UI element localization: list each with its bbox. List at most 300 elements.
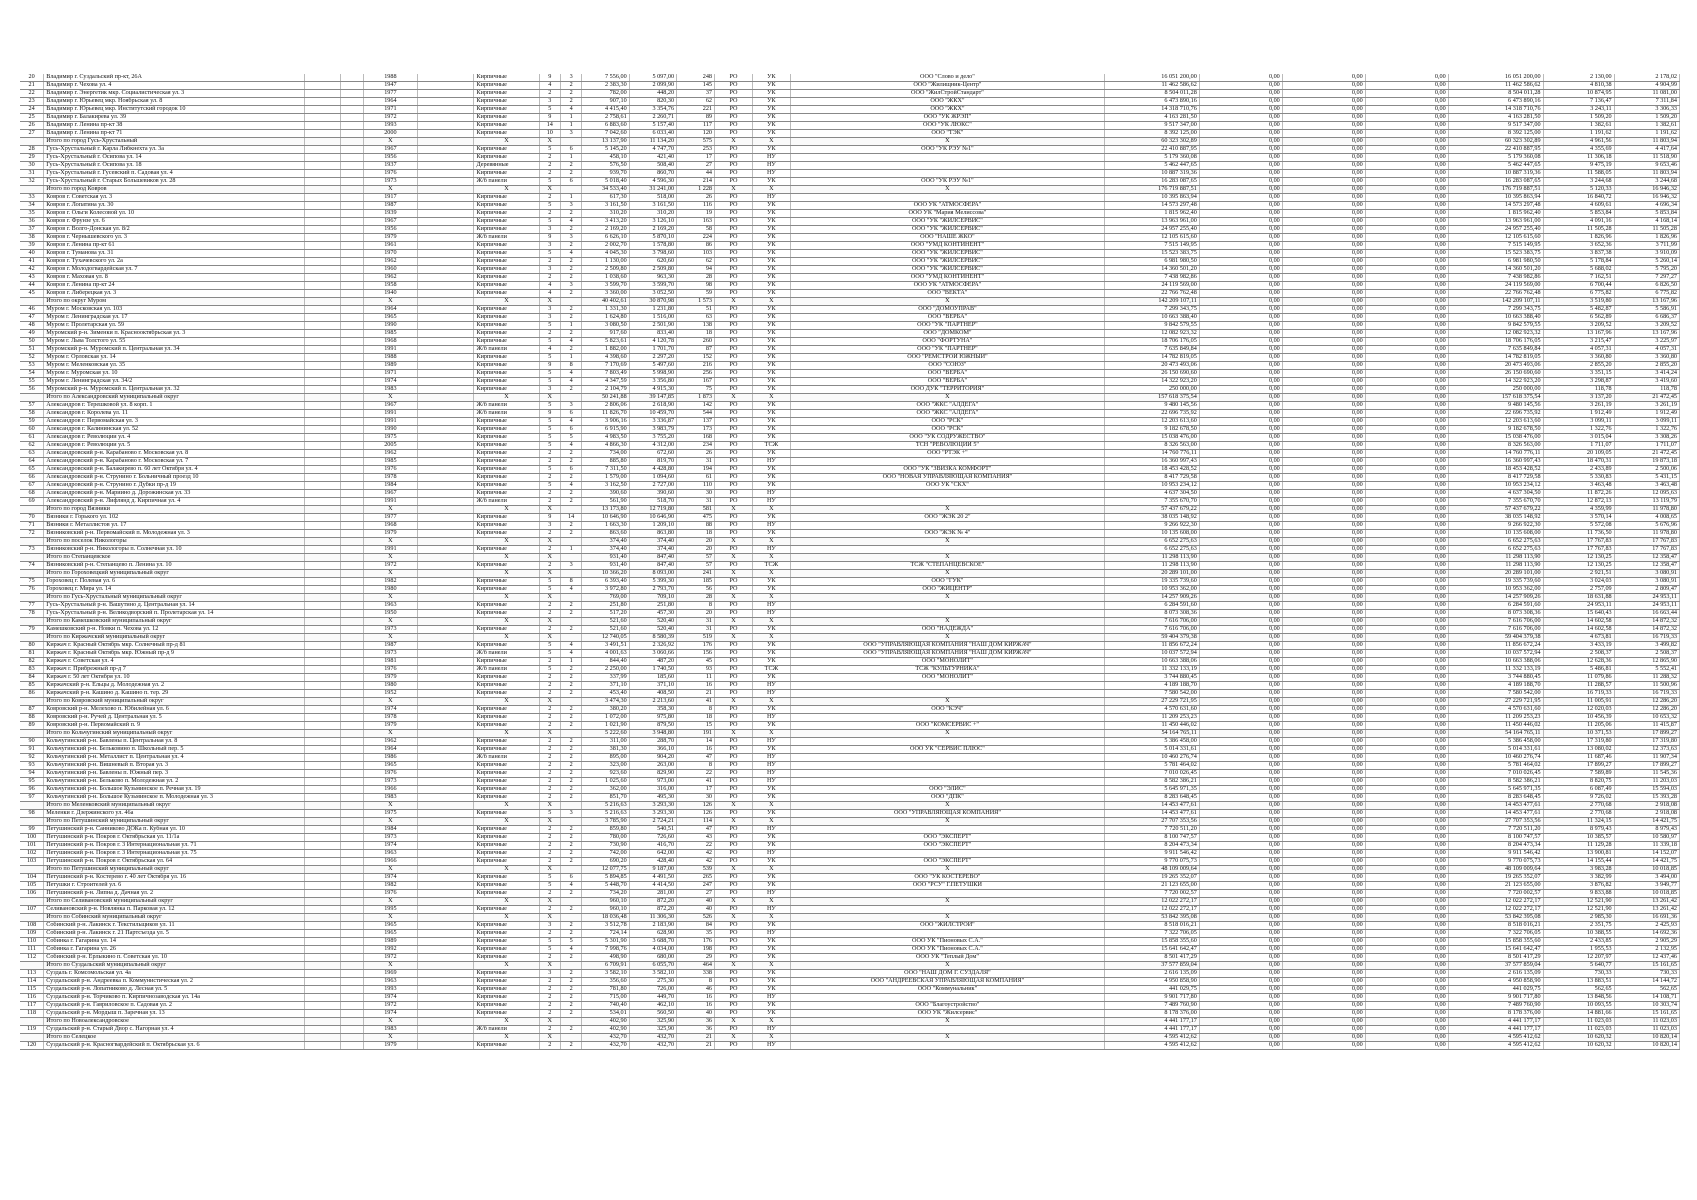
cell-num: 108 bbox=[20, 922, 44, 930]
cell-wall: Кирпичные bbox=[474, 1010, 539, 1018]
cell-f3: 0,00 bbox=[1365, 378, 1448, 386]
cell-year: 1965 bbox=[364, 762, 417, 770]
cell-f3: 0,00 bbox=[1365, 90, 1448, 98]
cell-org: ООО "МОНОЛИТ" bbox=[790, 658, 1104, 666]
subtotal-row bbox=[20, 1034, 1680, 1042]
cell-empty bbox=[340, 322, 364, 330]
cell-empty bbox=[340, 898, 364, 906]
cell-u2: 24 953,11 bbox=[1614, 594, 1679, 602]
cell-u2: 5 586,91 bbox=[1614, 306, 1679, 314]
cell-empty bbox=[417, 634, 474, 642]
cell-org: X bbox=[790, 186, 1104, 194]
cell-empty bbox=[340, 530, 364, 538]
cell-en: 1 bbox=[560, 194, 581, 202]
cell-empty bbox=[417, 250, 474, 258]
cell-f3: 0,00 bbox=[1365, 1010, 1448, 1018]
cell-en: 4 bbox=[560, 370, 581, 378]
table-body bbox=[20, 74, 1680, 1050]
cell-en: 2 bbox=[560, 210, 581, 218]
cell-year: 1950 bbox=[364, 610, 417, 618]
cell-ppl: 126 bbox=[677, 810, 715, 818]
table-row bbox=[20, 746, 1680, 754]
cell-empty bbox=[560, 802, 581, 810]
cell-own: 5 179 360,08 bbox=[1448, 154, 1543, 162]
cell-empty bbox=[560, 962, 581, 970]
cell-empty bbox=[20, 618, 44, 626]
cell-area: 11 826,70 bbox=[582, 410, 629, 418]
cell-total: 10 887 319,36 bbox=[1104, 170, 1199, 178]
cell-empty bbox=[304, 138, 340, 146]
cell-fm: РО bbox=[715, 130, 753, 138]
cell-en: 2 bbox=[560, 762, 581, 770]
cell-liv: 560,50 bbox=[629, 1010, 676, 1018]
cell-liv: 3 293,30 bbox=[629, 802, 676, 810]
cell-year: 1979 bbox=[364, 674, 417, 682]
cell-fl: 2 bbox=[539, 890, 560, 898]
cell-empty bbox=[417, 658, 474, 666]
cell-area: 939,70 bbox=[582, 170, 629, 178]
cell-wall: Кирпичные bbox=[474, 762, 539, 770]
cell-empty bbox=[417, 402, 474, 410]
cell-fm: РО bbox=[715, 402, 753, 410]
cell-addr: Кольчугинский р-н. Металлист п. Центральная ул. 4 bbox=[44, 754, 305, 762]
cell-u1: 10 385,57 bbox=[1543, 834, 1614, 842]
cell-ppl: 30 bbox=[677, 794, 715, 802]
cell-mg: УК bbox=[752, 450, 790, 458]
cell-f3: 0,00 bbox=[1365, 794, 1448, 802]
cell-wall: Кирпичные bbox=[474, 90, 539, 98]
cell-empty bbox=[304, 106, 340, 114]
cell-fm: РО bbox=[715, 274, 753, 282]
cell-u1: 5 120,33 bbox=[1543, 186, 1614, 194]
cell-mg: УК bbox=[752, 130, 790, 138]
cell-year: 1985 bbox=[364, 458, 417, 466]
table-row bbox=[20, 970, 1680, 978]
cell-empty bbox=[304, 786, 340, 794]
cell-mg: X bbox=[752, 186, 790, 194]
cell-empty bbox=[340, 842, 364, 850]
cell-x1: X bbox=[364, 138, 417, 146]
cell-wall: Кирпичные bbox=[474, 274, 539, 282]
cell-fm: X bbox=[715, 730, 753, 738]
cell-fl: 2 bbox=[539, 194, 560, 202]
cell-own: 15 641 642,47 bbox=[1448, 946, 1543, 954]
subtotal-row bbox=[20, 138, 1680, 146]
cell-x3: X bbox=[539, 898, 560, 906]
cell-org: ООО УК "Жилсервис" bbox=[790, 1010, 1104, 1018]
cell-en: 2 bbox=[560, 674, 581, 682]
table-row bbox=[20, 426, 1680, 434]
cell-f3: 0,00 bbox=[1365, 738, 1448, 746]
cell-total: 60 323 302,89 bbox=[1104, 138, 1199, 146]
cell-f2: 0,00 bbox=[1282, 818, 1365, 826]
cell-u1: 4 355,69 bbox=[1543, 146, 1614, 154]
cell-u2: 14 108,71 bbox=[1614, 994, 1679, 1002]
cell-f3: 0,00 bbox=[1365, 474, 1448, 482]
cell-liv: 11 134,20 bbox=[629, 138, 676, 146]
cell-liv: 2 618,90 bbox=[629, 402, 676, 410]
cell-u2: 7 297,27 bbox=[1614, 274, 1679, 282]
cell-f1: 0,00 bbox=[1199, 826, 1282, 834]
cell-u1: 12 628,36 bbox=[1543, 658, 1614, 666]
cell-f1: 0,00 bbox=[1199, 650, 1282, 658]
cell-liv: 2 727,00 bbox=[629, 482, 676, 490]
cell-fm: РО bbox=[715, 82, 753, 90]
cell-empty bbox=[304, 314, 340, 322]
cell-liv: 275,30 bbox=[629, 978, 676, 986]
cell-wall: Кирпичные bbox=[474, 970, 539, 978]
cell-fm: РО bbox=[715, 610, 753, 618]
cell-wall: Кирпичные bbox=[474, 106, 539, 114]
table-row bbox=[20, 762, 1680, 770]
cell-empty bbox=[417, 562, 474, 570]
cell-own: 5 014 331,61 bbox=[1448, 746, 1543, 754]
cell-num: 100 bbox=[20, 834, 44, 842]
table-row bbox=[20, 994, 1680, 1002]
cell-fm: РО bbox=[715, 106, 753, 114]
cell-f1: 0,00 bbox=[1199, 930, 1282, 938]
cell-u2: 2 500,06 bbox=[1614, 466, 1679, 474]
cell-own: 7 616 706,00 bbox=[1448, 626, 1543, 634]
cell-empty bbox=[340, 362, 364, 370]
cell-wall: Кирпичные bbox=[474, 146, 539, 154]
cell-f2: 0,00 bbox=[1282, 1042, 1365, 1050]
cell-empty bbox=[304, 810, 340, 818]
cell-num: 66 bbox=[20, 474, 44, 482]
cell-label: Итого по Ковровский муниципальный округ bbox=[44, 698, 305, 706]
cell-empty bbox=[340, 930, 364, 938]
cell-u1: 1 382,61 bbox=[1543, 122, 1614, 130]
cell-total: 5 014 331,61 bbox=[1104, 746, 1199, 754]
cell-wall: Ж/б панели bbox=[474, 754, 539, 762]
cell-empty bbox=[340, 738, 364, 746]
cell-fl: 2 bbox=[539, 786, 560, 794]
cell-empty bbox=[340, 306, 364, 314]
cell-area: 3 080,50 bbox=[582, 322, 629, 330]
table-row bbox=[20, 978, 1680, 986]
cell-num: 91 bbox=[20, 746, 44, 754]
cell-mg: УК bbox=[752, 114, 790, 122]
cell-x1: X bbox=[364, 1018, 417, 1026]
cell-org: ООО "АНДРЕЕВСКАЯ УПРАВЛЯЮЩАЯ КОМПАНИЯ" bbox=[790, 978, 1104, 986]
cell-u2: 13 261,42 bbox=[1614, 898, 1679, 906]
cell-empty bbox=[340, 818, 364, 826]
cell-f1: 0,00 bbox=[1199, 122, 1282, 130]
cell-liv: 3 161,50 bbox=[629, 202, 676, 210]
cell-f3: 0,00 bbox=[1365, 906, 1448, 914]
table-row bbox=[20, 1026, 1680, 1034]
cell-f2: 0,00 bbox=[1282, 170, 1365, 178]
cell-empty bbox=[340, 674, 364, 682]
cell-empty bbox=[417, 458, 474, 466]
cell-wall: Кирпичные bbox=[474, 578, 539, 586]
table-row bbox=[20, 250, 1680, 258]
cell-f2: 0,00 bbox=[1282, 554, 1365, 562]
cell-f2: 0,00 bbox=[1282, 162, 1365, 170]
cell-en: 5 bbox=[560, 938, 581, 946]
cell-u1: 3 137,20 bbox=[1543, 394, 1614, 402]
cell-total: 13 963 961,00 bbox=[1104, 218, 1199, 226]
cell-fm: РО bbox=[715, 426, 753, 434]
cell-f1: 0,00 bbox=[1199, 626, 1282, 634]
cell-empty bbox=[417, 954, 474, 962]
cell-fm: X bbox=[715, 634, 753, 642]
cell-liv: 642,00 bbox=[629, 850, 676, 858]
cell-org: X bbox=[790, 394, 1104, 402]
cell-total: 4 950 858,90 bbox=[1104, 978, 1199, 986]
cell-u1: 3 382,99 bbox=[1543, 874, 1614, 882]
cell-liv: 5 870,10 bbox=[629, 234, 676, 242]
cell-f2: 0,00 bbox=[1282, 954, 1365, 962]
cell-addr: Вязниковский р-н. Первомайский п. Молодежная ул. 3 bbox=[44, 530, 305, 538]
cell-area: 4 001,63 bbox=[582, 650, 629, 658]
cell-empty bbox=[304, 994, 340, 1002]
cell-own: 14 453 477,61 bbox=[1448, 810, 1543, 818]
cell-f2: 0,00 bbox=[1282, 930, 1365, 938]
cell-u2: 3 099,11 bbox=[1614, 418, 1679, 426]
cell-ppl: 253 bbox=[677, 146, 715, 154]
cell-area: 1 331,30 bbox=[582, 306, 629, 314]
cell-fl: 5 bbox=[539, 642, 560, 650]
cell-empty bbox=[340, 778, 364, 786]
table-row bbox=[20, 842, 1680, 850]
cell-u2: 12 358,47 bbox=[1614, 562, 1679, 570]
cell-fm: РО bbox=[715, 162, 753, 170]
cell-fm: X bbox=[715, 1034, 753, 1042]
cell-fl: 5 bbox=[539, 578, 560, 586]
cell-year: 1970 bbox=[364, 250, 417, 258]
cell-empty bbox=[417, 362, 474, 370]
cell-mg: УК bbox=[752, 338, 790, 346]
cell-label: Итого по округ Муром bbox=[44, 298, 305, 306]
cell-u2: 12 286,20 bbox=[1614, 706, 1679, 714]
cell-fm: X bbox=[715, 394, 753, 402]
cell-x1: X bbox=[364, 730, 417, 738]
cell-u1: 1 955,53 bbox=[1543, 946, 1614, 954]
cell-f3: 0,00 bbox=[1365, 570, 1448, 578]
cell-u1: 10 874,95 bbox=[1543, 90, 1614, 98]
cell-en: 2 bbox=[560, 858, 581, 866]
cell-total: 27 707 353,56 bbox=[1104, 818, 1199, 826]
cell-fl: 10 bbox=[539, 130, 560, 138]
cell-empty bbox=[340, 946, 364, 954]
cell-f1: 0,00 bbox=[1199, 706, 1282, 714]
cell-f2: 0,00 bbox=[1282, 482, 1365, 490]
table-row bbox=[20, 794, 1680, 802]
cell-f1: 0,00 bbox=[1199, 202, 1282, 210]
table-row bbox=[20, 834, 1680, 842]
cell-own: 10 395 863,94 bbox=[1448, 194, 1543, 202]
cell-ppl: 87 bbox=[677, 346, 715, 354]
cell-addr: Гороховец г. Полевая ул. 6 bbox=[44, 578, 305, 586]
cell-empty bbox=[20, 138, 44, 146]
cell-empty bbox=[304, 842, 340, 850]
cell-f2: 0,00 bbox=[1282, 722, 1365, 730]
cell-x1: X bbox=[364, 594, 417, 602]
cell-fm: РО bbox=[715, 562, 753, 570]
cell-mg: УК bbox=[752, 482, 790, 490]
cell-f3: 0,00 bbox=[1365, 482, 1448, 490]
cell-year: 1983 bbox=[364, 386, 417, 394]
cell-empty bbox=[340, 98, 364, 106]
cell-num: 23 bbox=[20, 98, 44, 106]
cell-mg: УК bbox=[752, 258, 790, 266]
cell-f3: 0,00 bbox=[1365, 338, 1448, 346]
cell-empty bbox=[340, 458, 364, 466]
cell-org: X bbox=[790, 818, 1104, 826]
cell-f3: 0,00 bbox=[1365, 514, 1448, 522]
cell-empty bbox=[340, 418, 364, 426]
cell-empty bbox=[417, 794, 474, 802]
cell-u2: 11 339,18 bbox=[1614, 842, 1679, 850]
cell-num: 95 bbox=[20, 778, 44, 786]
cell-u1: 6 775,82 bbox=[1543, 290, 1614, 298]
cell-empty bbox=[304, 186, 340, 194]
cell-area: 34 533,40 bbox=[582, 186, 629, 194]
cell-x3: X bbox=[539, 698, 560, 706]
cell-addr: Муром г. Льва Толстого ул. 55 bbox=[44, 338, 305, 346]
cell-liv: 448,20 bbox=[629, 90, 676, 98]
cell-wall: Кирпичные bbox=[474, 434, 539, 442]
cell-x3: X bbox=[539, 538, 560, 546]
cell-en: 4 bbox=[560, 642, 581, 650]
cell-total: 11 298 113,90 bbox=[1104, 554, 1199, 562]
cell-num: 89 bbox=[20, 722, 44, 730]
table-row bbox=[20, 786, 1680, 794]
cell-fl: 9 bbox=[539, 514, 560, 522]
cell-fl: 9 bbox=[539, 74, 560, 82]
cell-addr: Владимир г. Суздальский пр-кт, 26А bbox=[44, 74, 305, 82]
cell-year: 1967 bbox=[364, 218, 417, 226]
cell-area: 690,20 bbox=[582, 858, 629, 866]
cell-year: 1965 bbox=[364, 922, 417, 930]
cell-en: 2 bbox=[560, 474, 581, 482]
cell-fm: РО bbox=[715, 490, 753, 498]
cell-ppl: 45 bbox=[677, 658, 715, 666]
cell-f3: 0,00 bbox=[1365, 818, 1448, 826]
cell-area: 432,70 bbox=[582, 1034, 629, 1042]
cell-f1: 0,00 bbox=[1199, 618, 1282, 626]
cell-u1: 3 360,80 bbox=[1543, 354, 1614, 362]
cell-own: 7 438 982,86 bbox=[1448, 274, 1543, 282]
cell-empty bbox=[340, 850, 364, 858]
table-row bbox=[20, 378, 1680, 386]
cell-wall: Кирпичные bbox=[474, 122, 539, 130]
cell-ppl: 57 bbox=[677, 554, 715, 562]
cell-wall: Кирпичные bbox=[474, 322, 539, 330]
cell-mg: УК bbox=[752, 642, 790, 650]
cell-total: 11 209 253,23 bbox=[1104, 714, 1199, 722]
cell-addr: Муром г. Орловская ул. 14 bbox=[44, 354, 305, 362]
cell-fl: 2 bbox=[539, 778, 560, 786]
cell-year: 1967 bbox=[364, 146, 417, 154]
cell-fm: РО bbox=[715, 514, 753, 522]
cell-empty bbox=[340, 970, 364, 978]
cell-addr: Гусь-Хрустальный р-н. Великодворский п. Пролетарская ул. 14 bbox=[44, 610, 305, 618]
cell-mg: УК bbox=[752, 954, 790, 962]
cell-liv: 9 187,00 bbox=[629, 866, 676, 874]
cell-addr: Александров г. Революции ул. 5 bbox=[44, 442, 305, 450]
cell-empty bbox=[304, 938, 340, 946]
cell-empty bbox=[417, 586, 474, 594]
cell-f3: 0,00 bbox=[1365, 330, 1448, 338]
cell-fl: 2 bbox=[539, 530, 560, 538]
cell-area: 3 360,00 bbox=[582, 290, 629, 298]
cell-ppl: 224 bbox=[677, 234, 715, 242]
cell-f2: 0,00 bbox=[1282, 1010, 1365, 1018]
cell-area: 3 161,50 bbox=[582, 202, 629, 210]
cell-liv: 374,40 bbox=[629, 538, 676, 546]
cell-en: 2 bbox=[560, 1002, 581, 1010]
cell-empty bbox=[304, 130, 340, 138]
cell-liv: 390,60 bbox=[629, 490, 676, 498]
cell-empty bbox=[417, 626, 474, 634]
cell-u2: 19 873,18 bbox=[1614, 458, 1679, 466]
cell-org: X bbox=[790, 914, 1104, 922]
cell-area: 251,80 bbox=[582, 602, 629, 610]
cell-u1: 11 079,86 bbox=[1543, 674, 1614, 682]
cell-empty bbox=[20, 898, 44, 906]
cell-total: 14 453 477,61 bbox=[1104, 802, 1199, 810]
cell-f1: 0,00 bbox=[1199, 338, 1282, 346]
cell-empty bbox=[304, 506, 340, 514]
cell-empty bbox=[560, 730, 581, 738]
cell-u2: 15 594,03 bbox=[1614, 786, 1679, 794]
cell-empty bbox=[304, 298, 340, 306]
cell-fl: 2 bbox=[539, 562, 560, 570]
cell-total: 9 901 717,80 bbox=[1104, 994, 1199, 1002]
cell-own: 22 766 762,48 bbox=[1448, 290, 1543, 298]
cell-u2: 4 696,34 bbox=[1614, 202, 1679, 210]
cell-ppl: 46 bbox=[677, 986, 715, 994]
cell-own: 7 580 542,00 bbox=[1448, 690, 1543, 698]
cell-u1: 24 953,11 bbox=[1543, 602, 1614, 610]
cell-f3: 0,00 bbox=[1365, 146, 1448, 154]
cell-area: 12 077,75 bbox=[582, 866, 629, 874]
cell-total: 10 663 388,40 bbox=[1104, 314, 1199, 322]
cell-u1: 12 130,25 bbox=[1543, 562, 1614, 570]
cell-x3: X bbox=[539, 802, 560, 810]
cell-num: 70 bbox=[20, 514, 44, 522]
cell-wall: Кирпичные bbox=[474, 362, 539, 370]
cell-total: 4 163 281,50 bbox=[1104, 114, 1199, 122]
cell-own: 9 842 579,55 bbox=[1448, 322, 1543, 330]
cell-f2: 0,00 bbox=[1282, 234, 1365, 242]
cell-area: 371,10 bbox=[582, 682, 629, 690]
cell-f2: 0,00 bbox=[1282, 1018, 1365, 1026]
cell-u2: 12 865,90 bbox=[1614, 658, 1679, 666]
cell-empty bbox=[340, 474, 364, 482]
cell-addr: Ковровский р-н. Ручей д. Центральная ул. 5 bbox=[44, 714, 305, 722]
cell-u1: 13 848,56 bbox=[1543, 994, 1614, 1002]
table-row bbox=[20, 930, 1680, 938]
cell-empty bbox=[417, 874, 474, 882]
cell-u1: 3 099,11 bbox=[1543, 418, 1614, 426]
cell-addr: Киржачский р-н. Ельцы д. Молодежная ул. 2 bbox=[44, 682, 305, 690]
cell-ppl: 40 bbox=[677, 898, 715, 906]
cell-wall: Кирпичные bbox=[474, 466, 539, 474]
cell-mg: УК bbox=[752, 674, 790, 682]
cell-f2: 0,00 bbox=[1282, 106, 1365, 114]
cell-empty bbox=[20, 298, 44, 306]
cell-empty bbox=[340, 514, 364, 522]
cell-fl: 5 bbox=[539, 482, 560, 490]
cell-f3: 0,00 bbox=[1365, 938, 1448, 946]
cell-f2: 0,00 bbox=[1282, 386, 1365, 394]
cell-num: 26 bbox=[20, 122, 44, 130]
cell-f3: 0,00 bbox=[1365, 210, 1448, 218]
cell-org: ООО "НОВАЯ УПРАВЛЯЮЩАЯ КОМПАНИЯ" bbox=[790, 474, 1104, 482]
